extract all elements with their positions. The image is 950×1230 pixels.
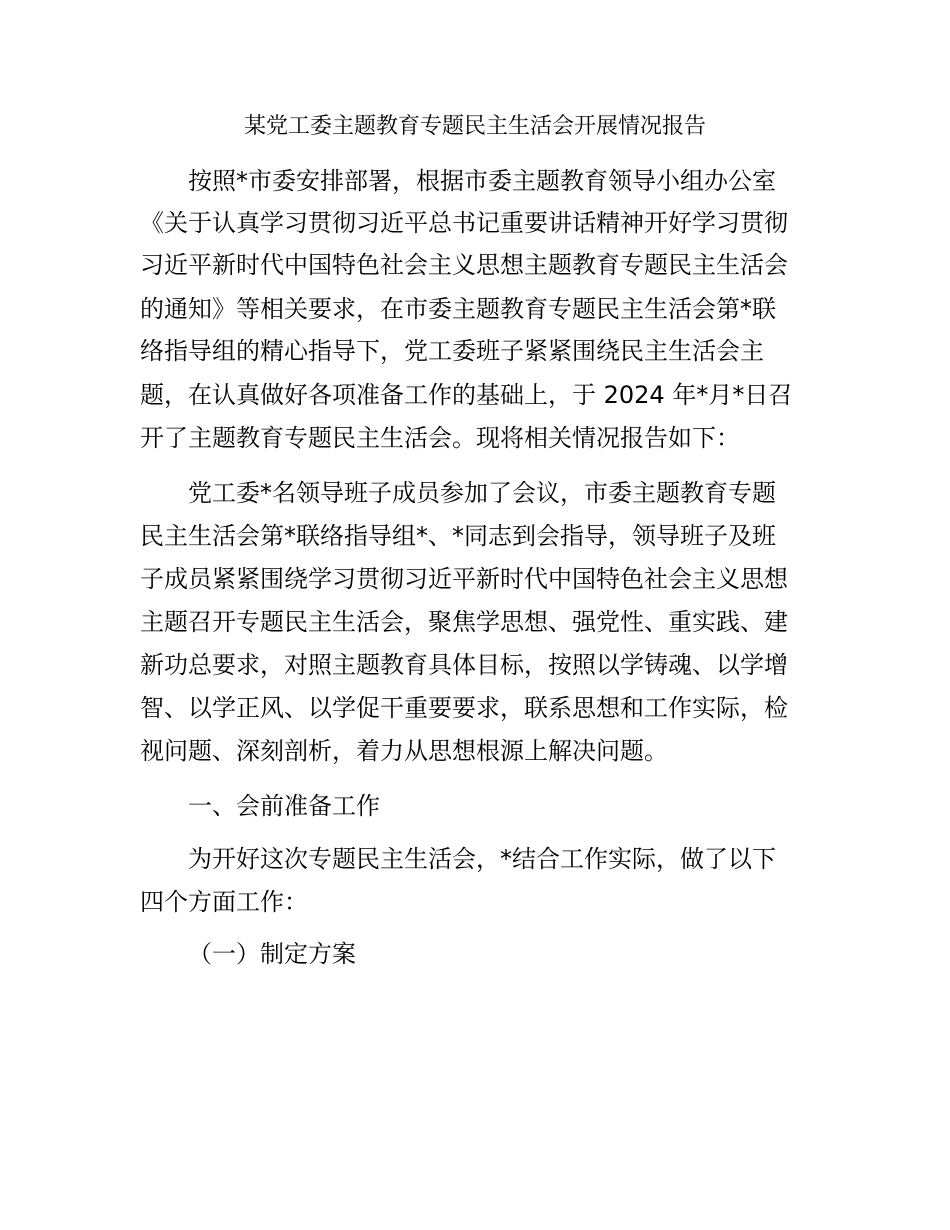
paragraph-line: 的通知》等相关要求，在市委主题教育专题民主生活会第*联 — [140, 295, 776, 323]
paragraph-line: 四个方面工作： — [140, 888, 308, 916]
paragraph-line: 智、以学正风、以学促干重要要求，联系思想和工作实际，检 — [140, 694, 788, 722]
document-title: 某党工委主题教育专题民主生活会开展情况报告 — [243, 114, 706, 139]
paragraph-line: 习近平新时代中国特色社会主义思想主题教育专题民主生活会 — [140, 251, 788, 279]
section-heading: 一、会前准备工作 — [188, 792, 380, 820]
paragraph-line: 按照*市委安排部署，根据市委主题教育领导小组办公室 — [188, 167, 776, 195]
paragraph-line: 《关于认真学习贯彻习近平总书记重要讲话精神开好学习贯彻 — [140, 209, 788, 237]
paragraph-line: 子成员紧紧围绕学习贯彻习近平新时代中国特色社会主义思想 — [140, 565, 788, 593]
paragraph-line: 党工委*名领导班子成员参加了会议，市委主题教育专题 — [188, 479, 776, 507]
paragraph-line: 民主生活会第*联络指导组*、*同志到会指导，领导班子及班 — [140, 522, 776, 550]
paragraph-line: 开了主题教育专题民主生活会。现将相关情况报告如下： — [140, 424, 740, 452]
paragraph-line: 视问题、深刻剖析，着力从思想根源上解决问题。 — [140, 737, 668, 765]
paragraph-line: 新功总要求，对照主题教育具体目标，按照以学铸魂、以学增 — [140, 651, 788, 679]
paragraph-line: 题，在认真做好各项准备工作的基础上，于 2024 年*月*日召 — [140, 381, 793, 409]
paragraph-line: 主题召开专题民主生活会，聚焦学思想、强党性、重实践、建 — [140, 608, 788, 636]
paragraph-line: 络指导组的精心指导下，党工委班子紧紧围绕民主生活会主 — [140, 337, 764, 365]
subsection-heading: （一）制定方案 — [188, 940, 356, 968]
paragraph-line: 为开好这次专题民主生活会，*结合工作实际，做了以下 — [188, 845, 776, 873]
